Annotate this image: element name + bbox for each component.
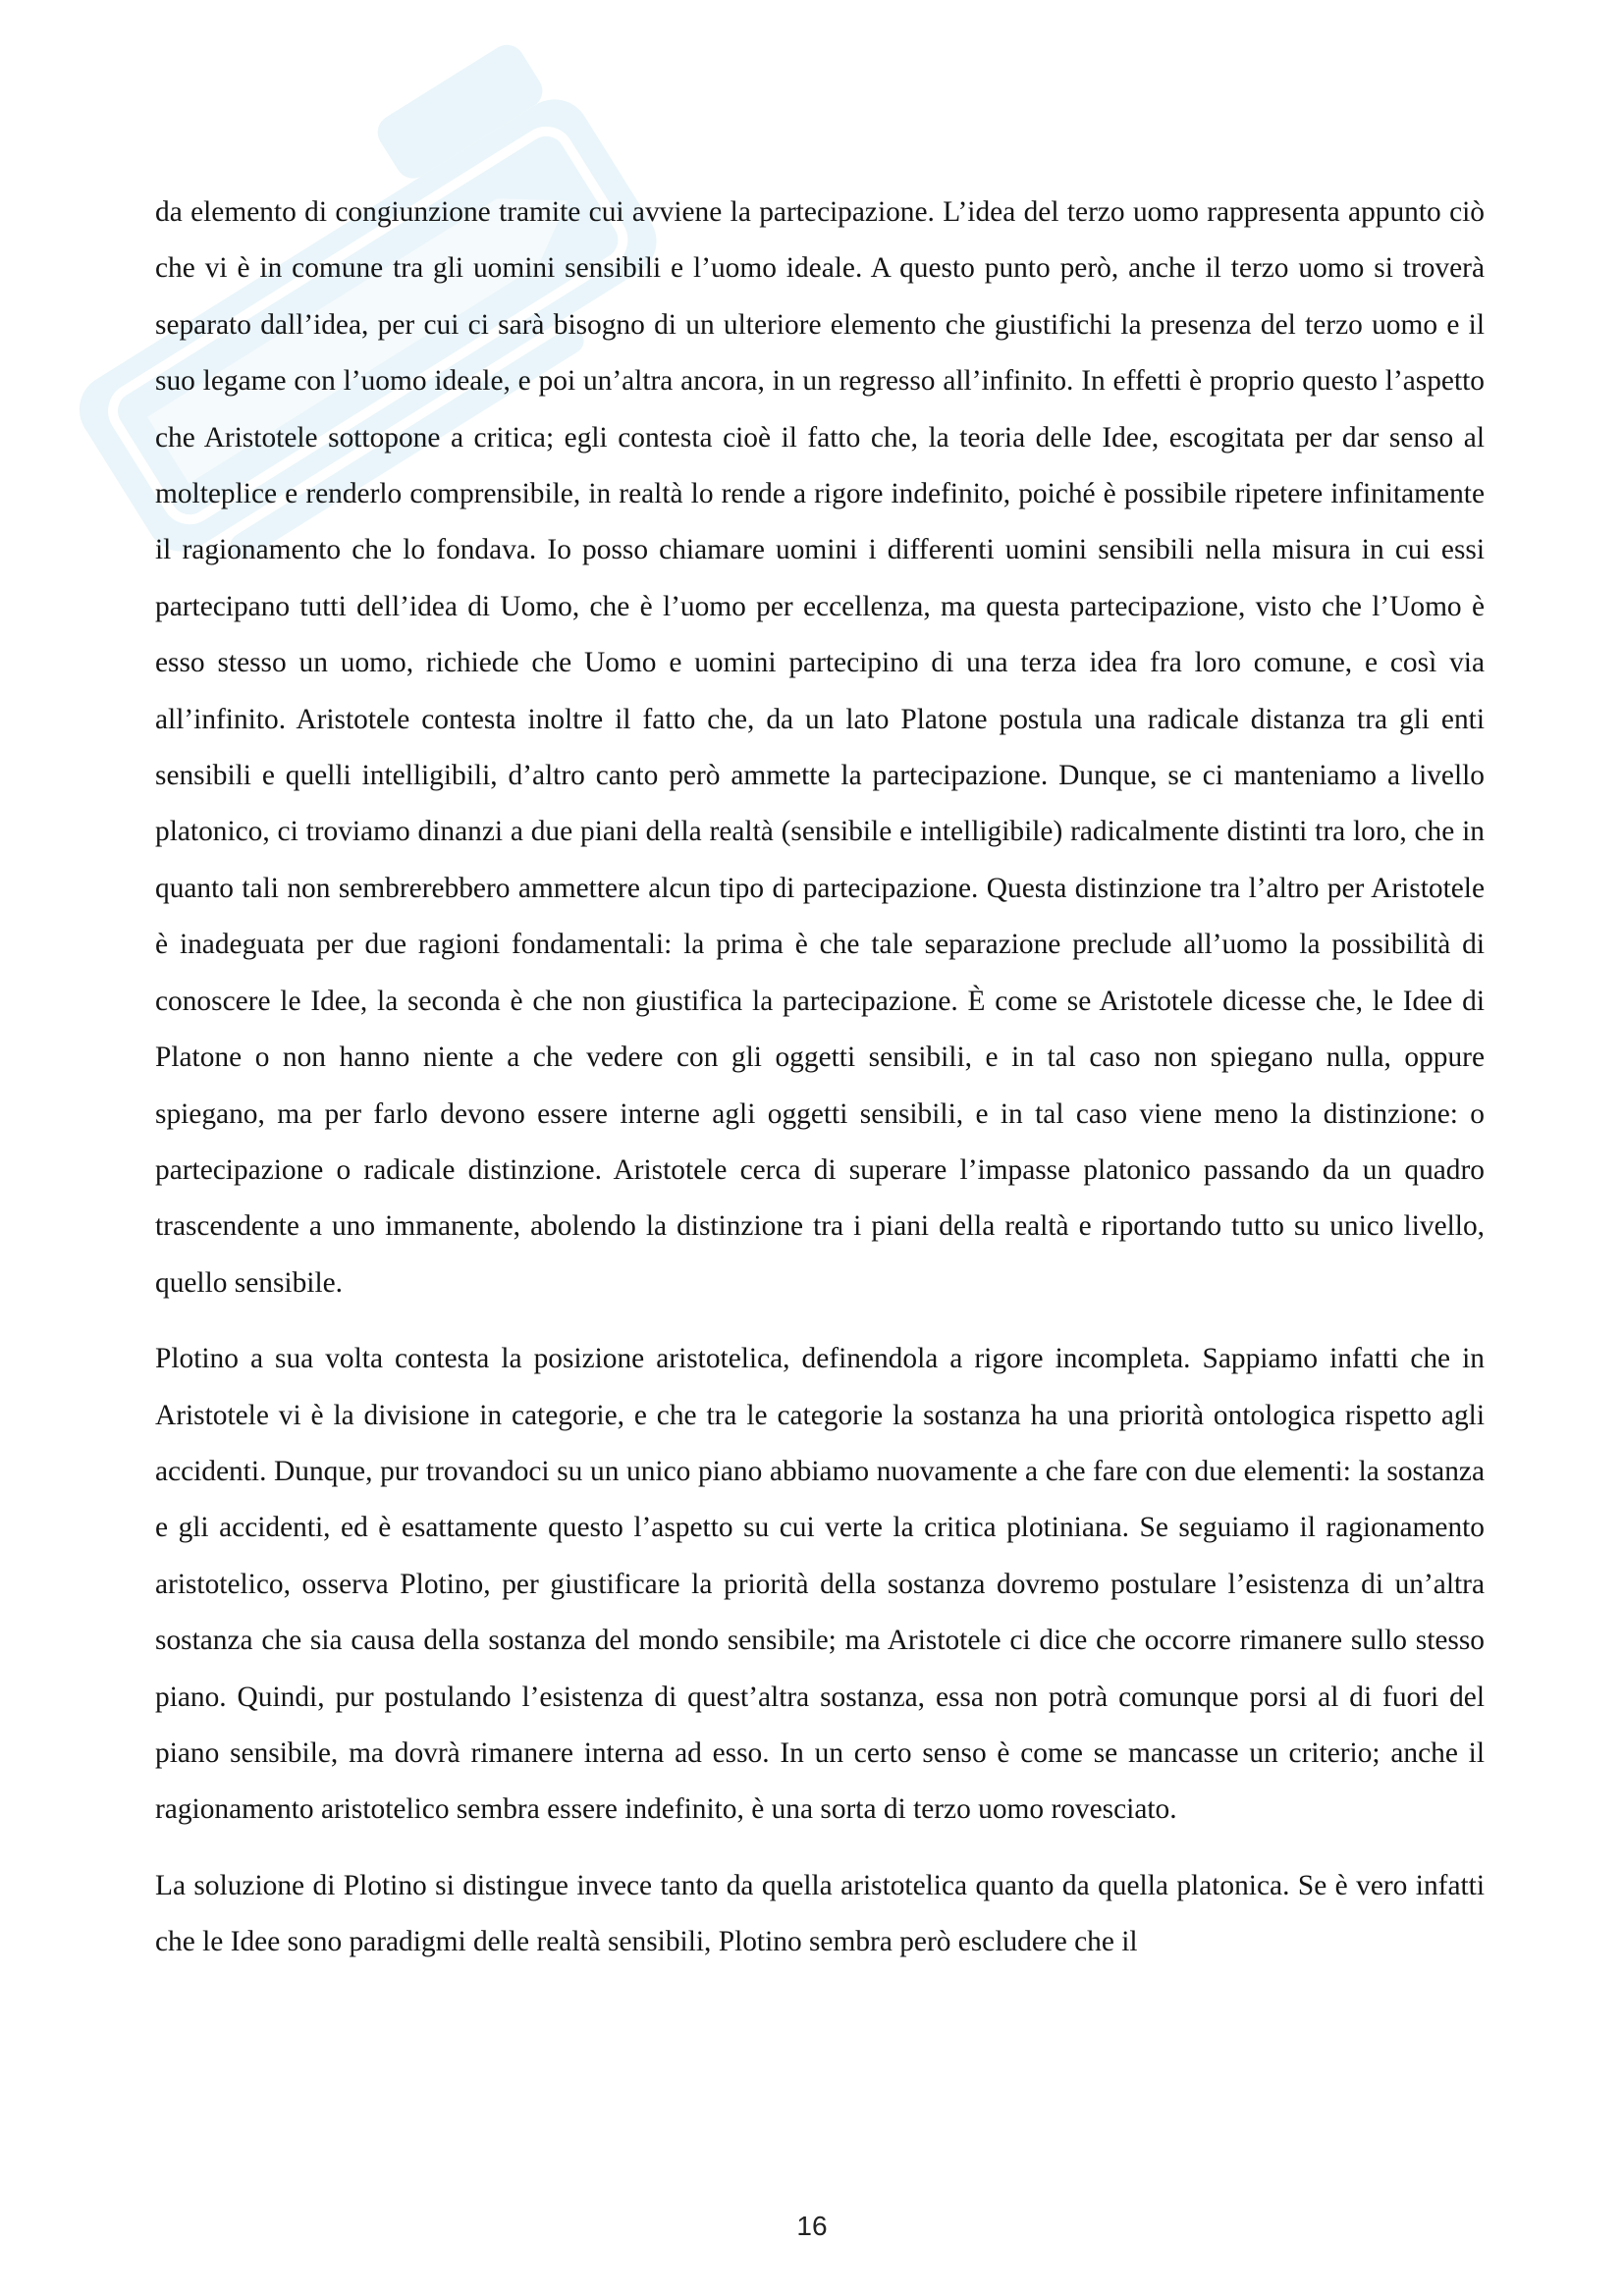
page-number: 16 bbox=[796, 2211, 828, 2241]
body-text bbox=[155, 185, 1485, 1971]
paragraph-3: La soluzione di Plotino si distingue invece tanto da quella aristotelica quanto da quella platonica. Se è vero infatti che le Idee sono paradigmi delle realtà sensibili, Plotino sembra però escludere che il bbox=[155, 1869, 1485, 1958]
paragraph-1: da elemento di congiunzione tramite cui avviene la partecipazione. L’idea del terzo uomo rappresenta appunto ciò che vi è in comune tra gli uomini sensibili e l’uomo ideale. A questo punto però, anche il terzo uomo si troverà separato dall’idea, per cui ci sarà bisogno di un ulteriore elemento che giustifichi la presenza del terzo uomo e il suo legame con l’uomo ideale, e poi un’altra ancora, in un regresso all’infinito. In effetti è proprio questo l’aspetto che Aristotele sottopone a critica; egli contesta cioè il fatto che, la teoria delle Idee, escogitata per dar senso al molteplice e renderlo comprensibile, in realtà lo rende a rigore indefinito, poiché è possibile ripetere infinitamente il ragionamento che lo fondava. Io posso chiamare uomini i differenti uomini sensibili nella misura in cui essi partecipano tutti dell’idea di Uomo, che è l’uomo per eccellenza, ma questa partecipazione, visto che l’Uomo è esso stesso un uomo, richiede che Uomo e uomini partecipino di una terza idea fra loro comune, e così via all’infinito. Aristotele contesta inoltre il fatto che, da un lato Platone postula una radicale distanza tra gli enti sensibili e quelli intelligibili, d’altro canto però ammette la partecipazione. Dunque, se ci manteniamo a livello platonico, ci troviamo dinanzi a due piani della realtà (sensibile e intelligibile) radicalmente distinti tra loro, che in quanto tali non sembrerebbero ammettere alcun tipo di partecipazione. Questa distinzione tra l’altro per Aristotele è inadeguata per due ragioni fondamentali: la prima è che tale separazione preclude all’uomo la possibilità di conoscere le Idee, la seconda è che non giustifica la partecipazione. È come se Aristotele dicesse che, le Idee di Platone o non hanno niente a che vedere con gli oggetti sensibili, e in tal caso non spiegano nulla, oppure spiegano, ma per farlo devono essere interne agli oggetti sensibili, e in tal caso viene meno la distinzione: o partecipazione o radicale distinzione. Aristotele cerca di superare l’impasse platonico passando da un quadro trascendente a uno immanente, abolendo la distinzione tra i piani della realtà e riportando tutto su unico livello, quello sensibile. bbox=[155, 196, 1485, 1299]
paragraph-2: Plotino a sua volta contesta la posizione aristotelica, definendola a rigore incompleta. Sappiamo infatti che in Aristotele vi è la divisione in categorie, e che tra le categorie la sostanza ha una priorità ontologica rispetto agli accidenti. Dunque, pur trovandoci su un unico piano abbiamo nuovamente a che fare con due elementi: la sostanza e gli accidenti, ed è esattamente questo l’aspetto su cui verte la critica plotiniana. Se seguiamo il ragionamento aristotelico, osserva Plotino, per giustificare la priorità della sostanza dovremo postulare l’esistenza di un’altra sostanza che sia causa della sostanza del mondo sensibile; ma Aristotele ci dice che occorre rimanere sullo stesso piano. Quindi, pur postulando l’esistenza di quest’altra sostanza, essa non potrà comunque porsi al di fuori del piano sensibile, ma dovrà rimanere interna ad esso. In un certo senso è come se mancasse un criterio; anche il ragionamento aristotelico sembra essere indefinito, è una sorta di terzo uomo rovesciato. bbox=[155, 1343, 1485, 1826]
